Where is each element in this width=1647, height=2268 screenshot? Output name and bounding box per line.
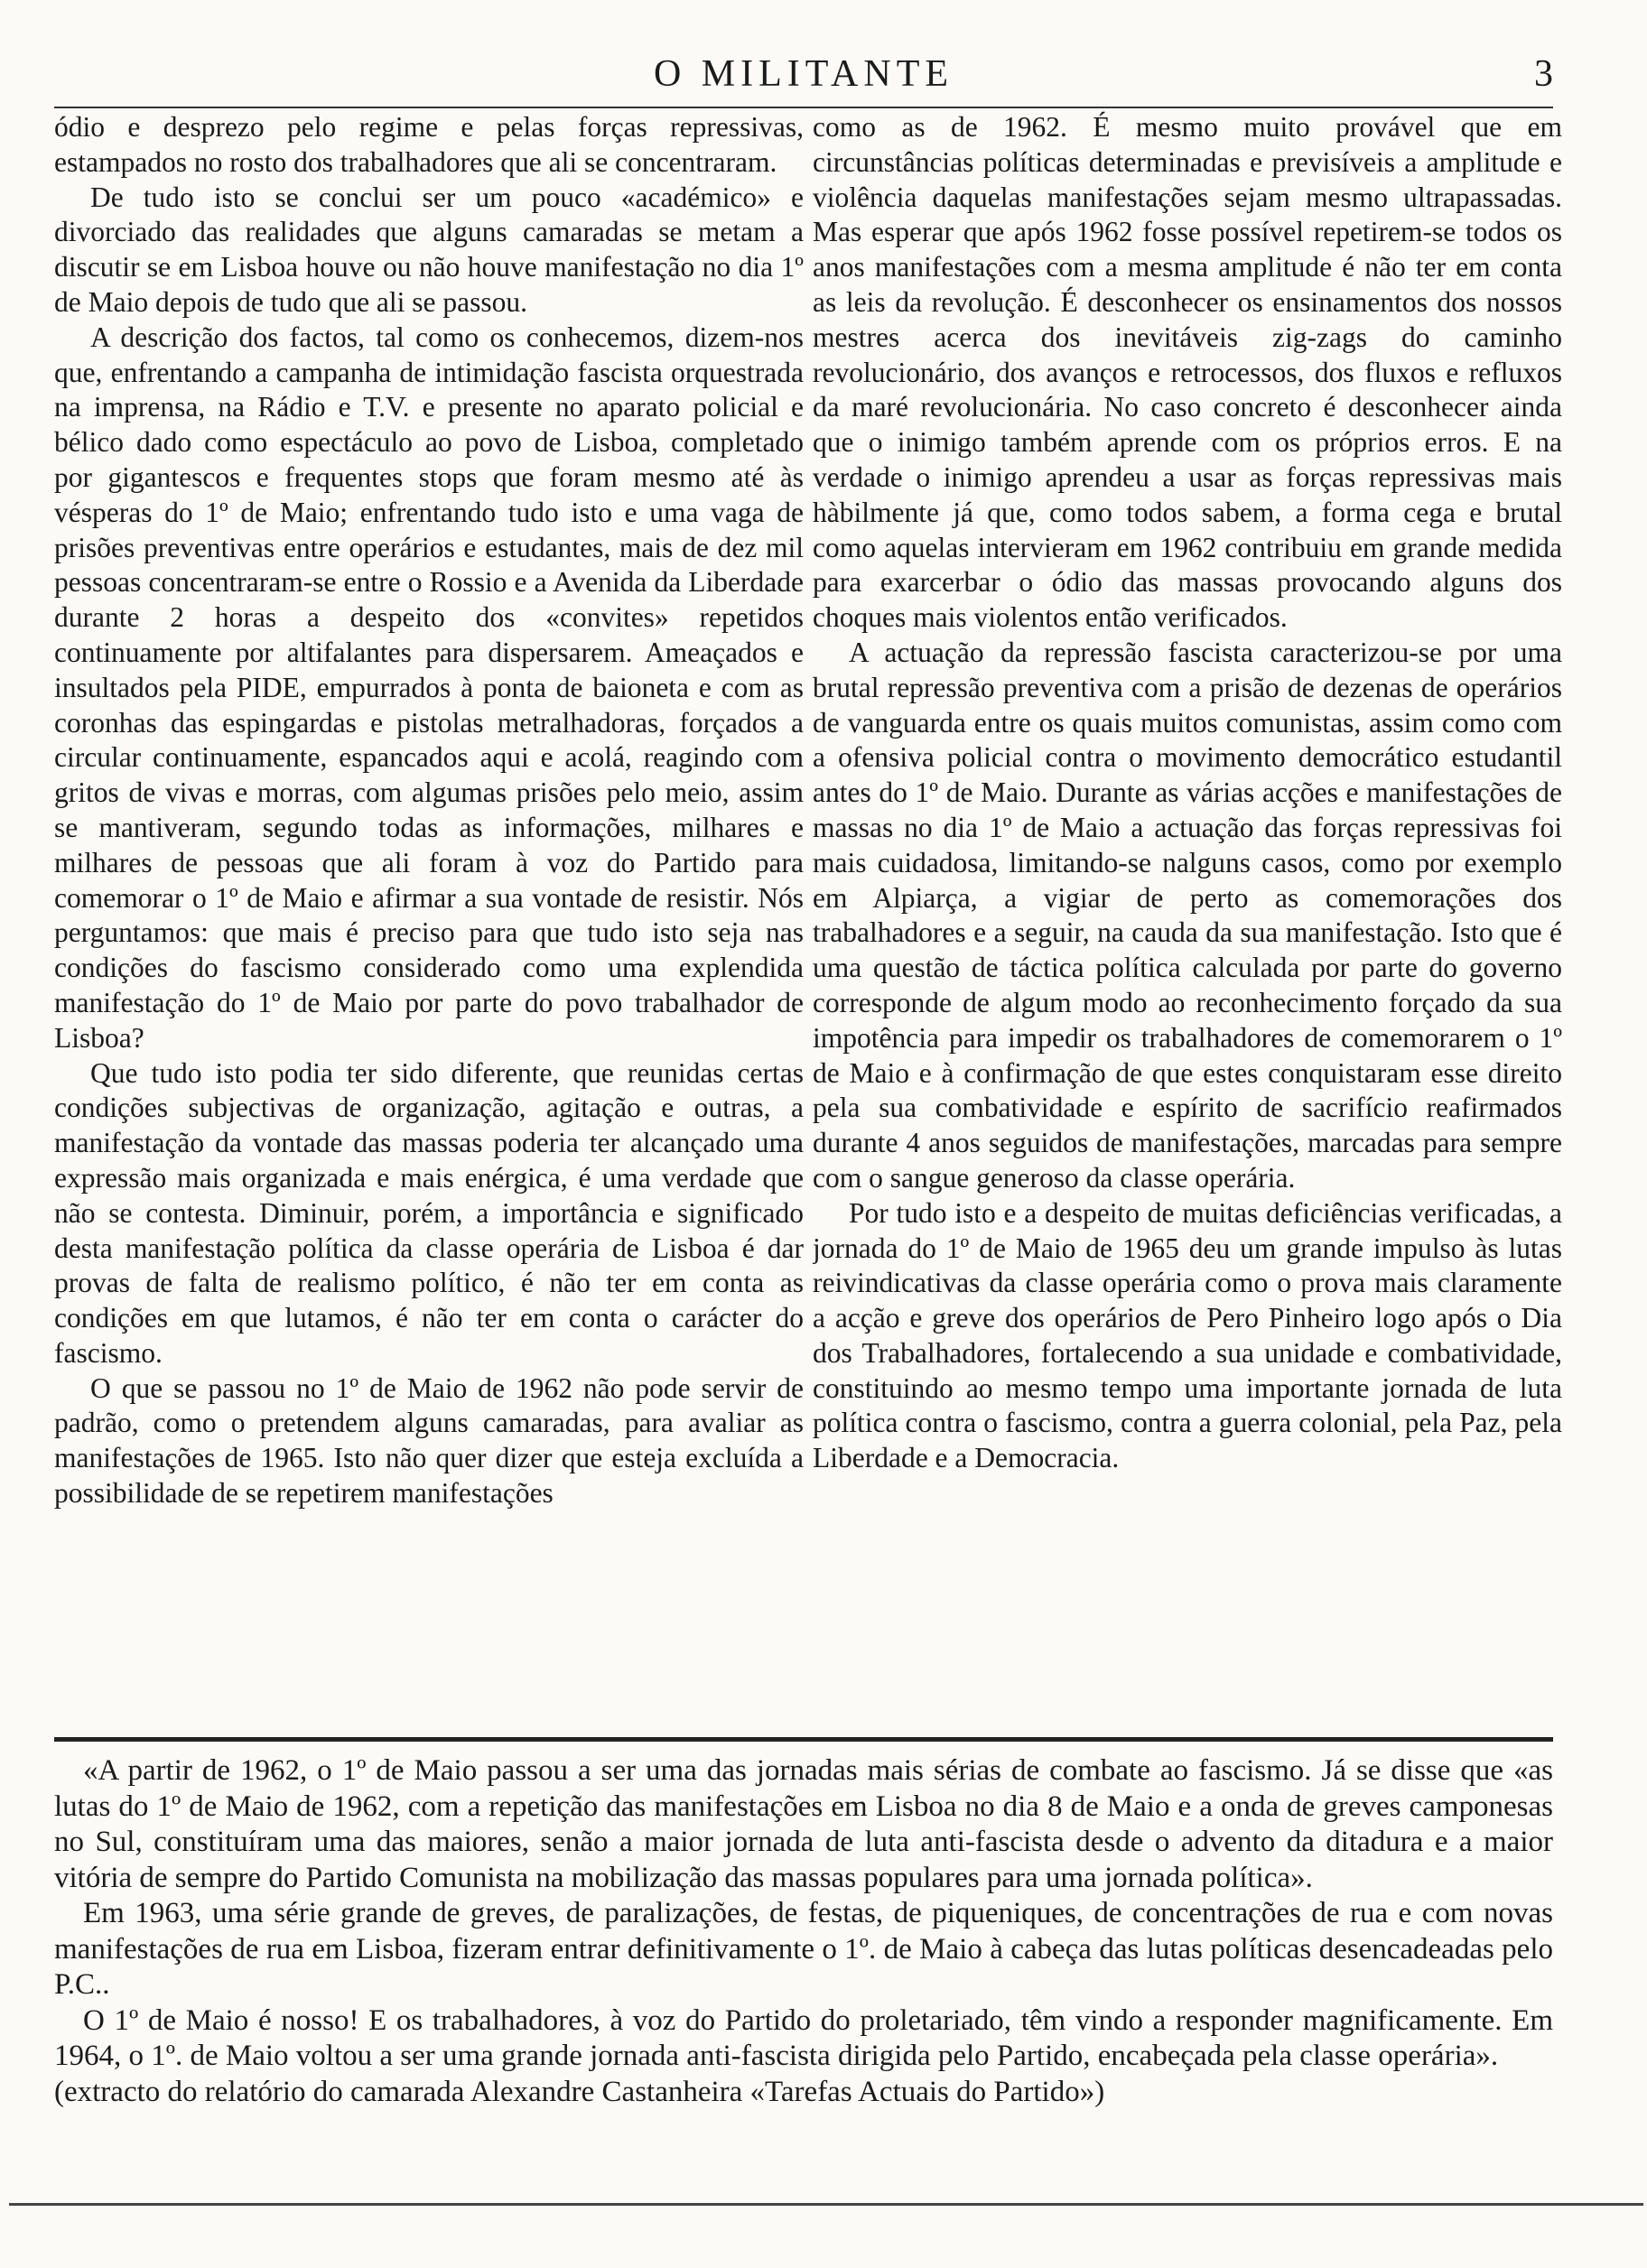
paragraph: De tudo isto se conclui ser um pouco «académico» e divorciado das realidades que alguns camaradas se metam a discutir se em Lisboa houve ou não houve manifestação no dia 1º de Maio depois de tudo que ali se passou. [54, 181, 804, 318]
paragraph: ódio e desprezo pelo regime e pelas forças repressivas, estampados no rosto dos trabalhadores que ali se concentraram. [54, 111, 804, 178]
quote-source: (extracto do relatório do camarada Alexandre Castanheira «Tarefas Actuais do Partido») [54, 2075, 1105, 2108]
section-divider [54, 1737, 1553, 1742]
paragraph: A actuação da repressão fascista caracterizou-se por uma brutal repressão preventiva com a prisão de dezenas de operários de vanguarda entre os quais muitos comunistas, assim como com a ofensiva policial contra o movimento democrático estudantil antes do 1º de Maio. Durante as várias acções e manifestações de massas no dia 1º de Maio a actuação das forças repressivas foi mais cuidadosa, limitando-se nalguns casos, como por exemplo em Alpiarça, a vigiar de perto as comemorações dos trabalhadores e a seguir, na cauda da sua manifestação. Isto que é uma questão de táctica política calculada por parte do governo corresponde de algum modo ao reconhecimento forçado da sua impotência para impedir os trabalhadores de comemorarem o 1º de Maio e à confirmação de que estes conquistaram esse direito pela sua combatividade e espírito de sacrifício reafirmados durante 4 anos seguidos de manifestações, marcadas para sempre com o sangue generoso da classe operária. [813, 636, 1562, 1194]
quote-paragraph: Em 1963, uma série grande de greves, de paralizações, de festas, de piqueniques, de concentrações de rua e com novas manifestações de rua em Lisboa, fizeram entrar definitivamente o 1º. de Maio à cabeça das lutas políticas desencadeadas pelo P.C.. [54, 1897, 1553, 2001]
page-number: 3 [1534, 53, 1553, 95]
quote-paragraph: «A partir de 1962, o 1º de Maio passou a ser uma das jornadas mais sérias de combate ao fascismo. Já se disse que «as lutas do 1º de Maio de 1962, com a repetição das manifestações em Lisboa no dia 8 de Maio e a onda de greves camponesas no Sul, constituíram uma das maiores, senão a maior jornada de luta anti-fascista desde o advento da ditadura e a maior vitória de sempre do Partido Comunista na mobilização das massas populares para uma jornada política». [54, 1754, 1553, 1894]
bottom-rule [9, 2203, 1643, 2206]
left-column [54, 110, 804, 1731]
paragraph: como as de 1962. É mesmo muito provável que em circunstâncias políticas determinadas e previsíveis a amplitude e violência daquelas manifestações sejam mesmo ultrapassadas. Mas esperar que após 1962 fosse possível repetirem-se todos os anos manifestações com a mesma amplitude é não ter em conta as leis da revolução. É desconhecer os ensinamentos dos nossos mestres acerca dos inevitáveis zig-zags do caminho revolucionário, dos avanços e retrocessos, dos fluxos e refluxos da maré revolucionária. No caso concreto é desconhecer ainda que o inimigo também aprende com os próprios erros. E na verdade o inimigo aprendeu a usar as forças repressivas mais hàbilmente já que, como todos sabem, a forma cega e brutal como aquelas intervieram em 1962 contribuiu em grande medida para exarcerbar o ódio das massas provocando alguns dos choques mais violentos então verificados. [813, 111, 1562, 634]
quote-box [54, 1753, 1553, 2178]
right-column [813, 110, 1562, 1731]
paragraph: Por tudo isto e a despeito de muitas deficiências verificadas, a jornada do 1º de Maio de 1965 deu um grande impulso às lutas reivindicativas da classe operária como o prova mais claramente a acção e greve dos operários de Pero Pinheiro logo após o Dia dos Trabalhadores, fortalecendo a sua unidade e combatividade, constituindo ao mesmo tempo uma importante jornada de luta política contra o fascismo, contra a guerra colonial, pela Paz, pela Liberdade e a Democracia. [813, 1196, 1562, 1474]
quote-paragraph: O 1º de Maio é nosso! E os trabalhadores, à voz do Partido do proletariado, têm vindo a responder magnificamente. Em 1964, o 1º. de Maio voltou a ser uma grande jornada anti-fascista dirigida pelo Partido, encabeçada pela classe operária». [54, 2003, 1553, 2072]
paragraph: Que tudo isto podia ter sido diferente, que reunidas certas condições subjectivas de organização, agitação e outras, a manifestação da vontade das massas poderia ter alcançado uma expressão mais organizada e mais enérgica, é uma verdade que não se contesta. Diminuir, porém, a importância e significado desta manifestação política da classe operária de Lisboa é dar provas de falta de realismo político, é não ter em conta as condições em que lutamos, é não ter em conta o carácter do fascismo. [54, 1056, 804, 1369]
masthead-title: O MILITANTE [653, 53, 954, 95]
paragraph: O que se passou no 1º de Maio de 1962 não pode servir de padrão, como o pretendem alguns camaradas, para avaliar as manifestações de 1965. Isto não quer dizer que esteja excluída a possibilidade de se repetirem manifestações [54, 1371, 804, 1510]
paragraph: A descrição dos factos, tal como os conhecemos, dizem-nos que, enfrentando a campanha de intimidação fascista orquestrada na imprensa, na Rádio e T.V. e presente no aparato policial e bélico dado como espectáculo ao povo de Lisboa, completado por gigantescos e frequentes stops que foram mesmo até às vésperas do 1º de Maio; enfrentando tudo isto e uma vaga de prisões preventivas entre operários e estudantes, mais de dez mil pessoas concentraram-se entre o Rossio e a Avenida da Liberdade durante 2 horas a despeito dos «convites» repetidos continuamente por altifalantes para dispersarem. Ameaçados e insultados pela PIDE, empurrados à ponta de baioneta e com as coronhas das espingardas e pistolas metralhadoras, forçados a circular continuamente, espancados aqui e acolá, reagindo com gritos de vivas e morras, com algumas prisões pelo meio, assim se mantiveram, segundo todas as informações, milhares e milhares de pessoas que ali foram à voz do Partido para comemorar o 1º de Maio e afirmar a sua vontade de resistir. Nós perguntamos: que mais é preciso para que tudo isto seja nas condições do fascismo considerado como uma explendida manifestação do 1º de Maio por parte do povo trabalhador de Lisboa? [54, 321, 804, 1054]
page-header [54, 52, 1553, 105]
header-rule [54, 107, 1553, 108]
